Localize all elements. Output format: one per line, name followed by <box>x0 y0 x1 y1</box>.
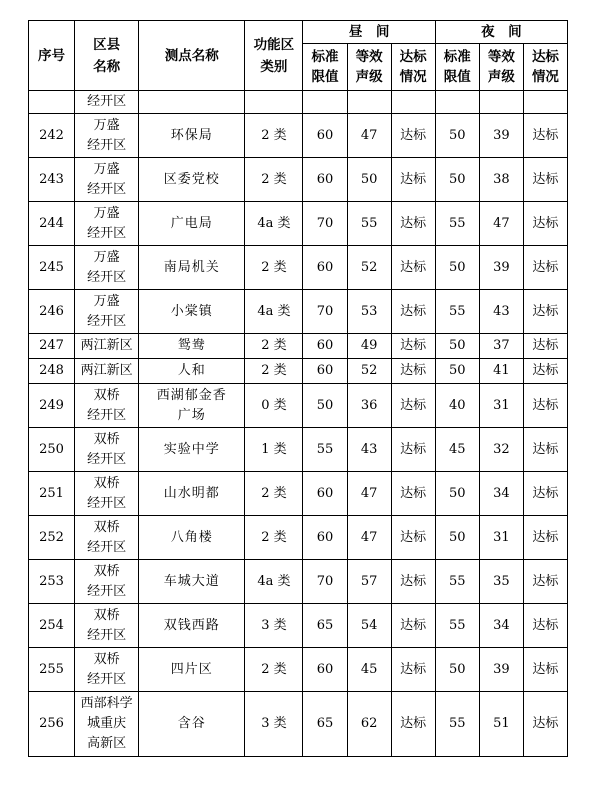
cell-district: 双桥 经开区 <box>75 384 139 428</box>
cell-day-level: 57 <box>347 560 391 604</box>
header-night-level: 等效 声级 <box>479 44 523 91</box>
cell-night-status: 达标 <box>523 472 567 516</box>
cell-night-standard: 55 <box>435 692 479 757</box>
cell-day-status: 达标 <box>391 516 435 560</box>
cell-day-standard: 70 <box>303 202 347 246</box>
cell-day-status: 达标 <box>391 158 435 202</box>
cell-category: 2 类 <box>245 472 303 516</box>
cell-seq: 248 <box>29 359 75 384</box>
cell-district: 两江新区 <box>75 359 139 384</box>
cell-category: 0 类 <box>245 384 303 428</box>
cell-district: 双桥 经开区 <box>75 428 139 472</box>
cell-district: 万盛 经开区 <box>75 114 139 158</box>
cell-night-status: 达标 <box>523 359 567 384</box>
cell-day-level: 36 <box>347 384 391 428</box>
cell-day-standard: 60 <box>303 648 347 692</box>
cell-category: 4a 类 <box>245 290 303 334</box>
cell-site: 南局机关 <box>139 246 245 290</box>
table-row <box>29 334 568 359</box>
cell-seq: 256 <box>29 692 75 757</box>
cell-night-standard: 55 <box>435 290 479 334</box>
cell-category: 2 类 <box>245 158 303 202</box>
cell-seq: 243 <box>29 158 75 202</box>
cell-day-status: 达标 <box>391 246 435 290</box>
cell-site: 八角楼 <box>139 516 245 560</box>
cell-category: 2 类 <box>245 516 303 560</box>
cell-day-status: 达标 <box>391 604 435 648</box>
cell-night-standard: 50 <box>435 246 479 290</box>
cell-night-standard: 50 <box>435 158 479 202</box>
cell-seq: 242 <box>29 114 75 158</box>
cell-night-status: 达标 <box>523 158 567 202</box>
cell-day-status: 达标 <box>391 334 435 359</box>
cell-day-status: 达标 <box>391 428 435 472</box>
cell-district: 双桥 经开区 <box>75 516 139 560</box>
cell-day-standard: 70 <box>303 560 347 604</box>
cell-night-level: 31 <box>479 384 523 428</box>
cell-category: 4a 类 <box>245 202 303 246</box>
cell-site: 环保局 <box>139 114 245 158</box>
table-row <box>29 692 568 757</box>
cell-day-standard: 65 <box>303 692 347 757</box>
cell-district: 万盛 经开区 <box>75 246 139 290</box>
cell-day-level: 47 <box>347 516 391 560</box>
cell-seq: 245 <box>29 246 75 290</box>
cell-site: 区委党校 <box>139 158 245 202</box>
cell-day-level: 47 <box>347 114 391 158</box>
cell-night-standard: 45 <box>435 428 479 472</box>
cell-day-standard: 65 <box>303 604 347 648</box>
cell-night-level: 39 <box>479 648 523 692</box>
cell-day-status: 达标 <box>391 290 435 334</box>
cell-night-status: 达标 <box>523 384 567 428</box>
cell-site: 含谷 <box>139 692 245 757</box>
cell-category: 2 类 <box>245 334 303 359</box>
cell-seq: 246 <box>29 290 75 334</box>
cell-day-level: 53 <box>347 290 391 334</box>
cell-site: 小棠镇 <box>139 290 245 334</box>
cell-day-status: 达标 <box>391 384 435 428</box>
cell-district: 双桥 经开区 <box>75 648 139 692</box>
cell-day-level: 52 <box>347 359 391 384</box>
cell-night-status: 达标 <box>523 648 567 692</box>
cell-site: 鸳鸯 <box>139 334 245 359</box>
cell-night-level: 51 <box>479 692 523 757</box>
continuation-row <box>29 91 568 114</box>
cell-site: 四片区 <box>139 648 245 692</box>
cell-site: 山水明都 <box>139 472 245 516</box>
cell-seq: 252 <box>29 516 75 560</box>
cell-day-standard: 60 <box>303 516 347 560</box>
cell-site: 双钱西路 <box>139 604 245 648</box>
cell-category: 1 类 <box>245 428 303 472</box>
cell-day-standard: 55 <box>303 428 347 472</box>
cell-day-standard: 60 <box>303 334 347 359</box>
cell-night-level: 37 <box>479 334 523 359</box>
cell-night-status <box>523 91 567 114</box>
cell-night-standard: 50 <box>435 648 479 692</box>
cell-district: 经开区 <box>75 91 139 114</box>
cell-category: 2 类 <box>245 114 303 158</box>
header-night-status: 达标 情况 <box>523 44 567 91</box>
cell-district: 双桥 经开区 <box>75 604 139 648</box>
cell-night-level: 41 <box>479 359 523 384</box>
cell-night-level: 34 <box>479 604 523 648</box>
cell-night-status: 达标 <box>523 202 567 246</box>
header-seq: 序号 <box>29 21 75 91</box>
cell-night-standard: 50 <box>435 114 479 158</box>
cell-site <box>139 91 245 114</box>
cell-site: 广电局 <box>139 202 245 246</box>
cell-night-status: 达标 <box>523 516 567 560</box>
cell-night-level: 43 <box>479 290 523 334</box>
cell-seq: 244 <box>29 202 75 246</box>
cell-night-level: 39 <box>479 246 523 290</box>
cell-night-standard: 55 <box>435 604 479 648</box>
cell-day-standard: 60 <box>303 158 347 202</box>
cell-day-standard: 60 <box>303 472 347 516</box>
cell-night-status: 达标 <box>523 290 567 334</box>
cell-night-standard <box>435 91 479 114</box>
cell-night-level: 32 <box>479 428 523 472</box>
cell-seq: 249 <box>29 384 75 428</box>
cell-district: 万盛 经开区 <box>75 290 139 334</box>
header-site: 测点名称 <box>139 21 245 91</box>
cell-day-standard: 70 <box>303 290 347 334</box>
table-row <box>29 158 568 202</box>
header-day-status: 达标 情况 <box>391 44 435 91</box>
cell-night-status: 达标 <box>523 604 567 648</box>
cell-night-status: 达标 <box>523 692 567 757</box>
cell-night-standard: 50 <box>435 359 479 384</box>
header-day: 昼 间 <box>303 21 435 44</box>
cell-category: 3 类 <box>245 604 303 648</box>
cell-category <box>245 91 303 114</box>
header-day-level: 等效 声级 <box>347 44 391 91</box>
cell-district: 万盛 经开区 <box>75 202 139 246</box>
table-row <box>29 648 568 692</box>
cell-day-level <box>347 91 391 114</box>
noise-monitoring-table <box>28 20 568 757</box>
cell-night-standard: 50 <box>435 516 479 560</box>
table-row <box>29 114 568 158</box>
cell-site: 西湖郁金香 广场 <box>139 384 245 428</box>
cell-day-standard: 50 <box>303 384 347 428</box>
cell-category: 2 类 <box>245 648 303 692</box>
cell-district: 双桥 经开区 <box>75 472 139 516</box>
cell-day-status: 达标 <box>391 648 435 692</box>
noise-monitoring-table-page <box>28 20 568 757</box>
cell-night-standard: 40 <box>435 384 479 428</box>
table-row <box>29 246 568 290</box>
cell-seq <box>29 91 75 114</box>
cell-day-level: 43 <box>347 428 391 472</box>
cell-day-level: 49 <box>347 334 391 359</box>
cell-night-level: 47 <box>479 202 523 246</box>
cell-district: 万盛 经开区 <box>75 158 139 202</box>
cell-night-standard: 55 <box>435 202 479 246</box>
cell-seq: 255 <box>29 648 75 692</box>
cell-site: 人和 <box>139 359 245 384</box>
cell-seq: 250 <box>29 428 75 472</box>
cell-day-status <box>391 91 435 114</box>
cell-night-level: 35 <box>479 560 523 604</box>
cell-district: 西部科学 城重庆 高新区 <box>75 692 139 757</box>
header-day-standard: 标准 限值 <box>303 44 347 91</box>
table-row <box>29 359 568 384</box>
cell-category: 2 类 <box>245 246 303 290</box>
cell-district: 两江新区 <box>75 334 139 359</box>
cell-night-standard: 50 <box>435 472 479 516</box>
cell-day-standard: 60 <box>303 359 347 384</box>
cell-site: 车城大道 <box>139 560 245 604</box>
header-category: 功能区 类别 <box>245 21 303 91</box>
cell-category: 4a 类 <box>245 560 303 604</box>
table-header <box>29 21 568 91</box>
cell-seq: 253 <box>29 560 75 604</box>
table-row <box>29 472 568 516</box>
cell-night-level <box>479 91 523 114</box>
cell-day-status: 达标 <box>391 560 435 604</box>
cell-day-level: 52 <box>347 246 391 290</box>
cell-day-status: 达标 <box>391 114 435 158</box>
cell-night-status: 达标 <box>523 114 567 158</box>
cell-category: 3 类 <box>245 692 303 757</box>
cell-night-level: 31 <box>479 516 523 560</box>
header-night-standard: 标准 限值 <box>435 44 479 91</box>
table-row <box>29 560 568 604</box>
cell-day-status: 达标 <box>391 692 435 757</box>
table-row <box>29 516 568 560</box>
cell-night-status: 达标 <box>523 428 567 472</box>
table-row <box>29 290 568 334</box>
cell-seq: 247 <box>29 334 75 359</box>
cell-day-level: 54 <box>347 604 391 648</box>
cell-seq: 251 <box>29 472 75 516</box>
cell-day-standard: 60 <box>303 246 347 290</box>
cell-night-level: 39 <box>479 114 523 158</box>
cell-day-status: 达标 <box>391 202 435 246</box>
cell-night-status: 达标 <box>523 334 567 359</box>
cell-site: 实验中学 <box>139 428 245 472</box>
header-night: 夜 间 <box>435 21 567 44</box>
cell-day-standard: 60 <box>303 114 347 158</box>
cell-day-level: 62 <box>347 692 391 757</box>
table-row <box>29 604 568 648</box>
cell-category: 2 类 <box>245 359 303 384</box>
cell-day-level: 47 <box>347 472 391 516</box>
cell-day-status: 达标 <box>391 472 435 516</box>
table-row <box>29 384 568 428</box>
table-body <box>29 91 568 757</box>
cell-day-level: 45 <box>347 648 391 692</box>
cell-night-level: 38 <box>479 158 523 202</box>
table-row <box>29 428 568 472</box>
cell-day-standard <box>303 91 347 114</box>
cell-district: 双桥 经开区 <box>75 560 139 604</box>
cell-day-level: 55 <box>347 202 391 246</box>
cell-night-status: 达标 <box>523 560 567 604</box>
cell-night-level: 34 <box>479 472 523 516</box>
header-district: 区县 名称 <box>75 21 139 91</box>
cell-night-standard: 55 <box>435 560 479 604</box>
cell-night-status: 达标 <box>523 246 567 290</box>
table-row <box>29 202 568 246</box>
cell-night-standard: 50 <box>435 334 479 359</box>
cell-seq: 254 <box>29 604 75 648</box>
cell-day-level: 50 <box>347 158 391 202</box>
cell-day-status: 达标 <box>391 359 435 384</box>
